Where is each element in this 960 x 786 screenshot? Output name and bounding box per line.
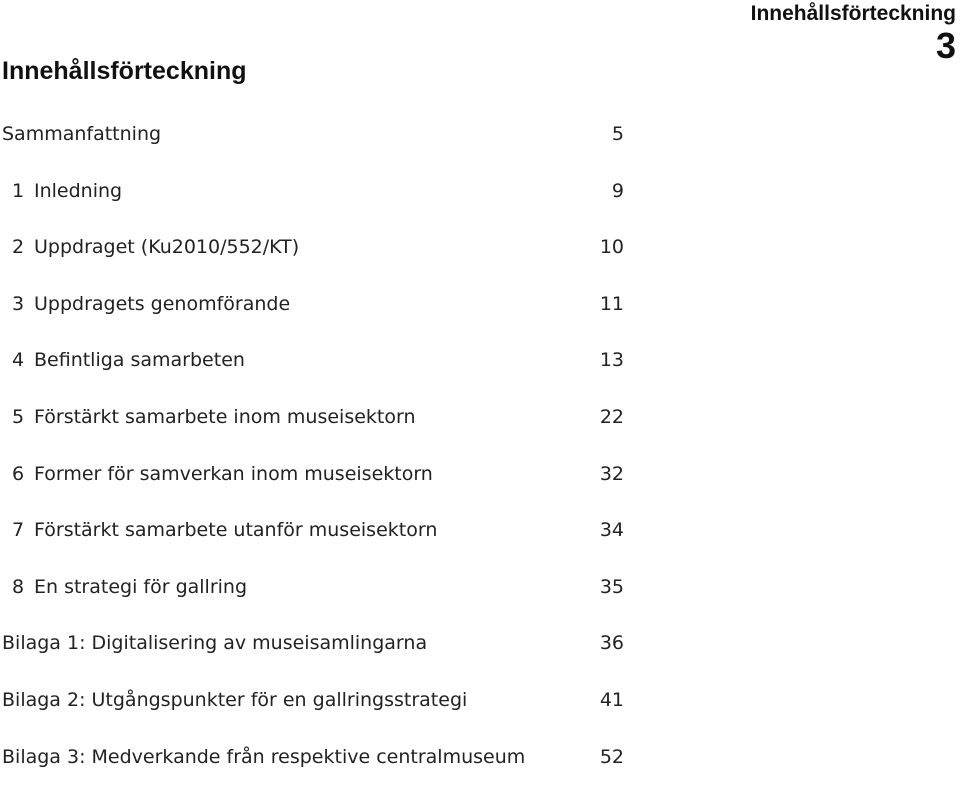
toc-entry[interactable] xyxy=(0,333,640,390)
toc-entry-page: 9 xyxy=(611,179,624,202)
toc-entry-page: 13 xyxy=(599,349,624,372)
toc-entry-title: Inledning xyxy=(34,179,123,202)
toc-entry-text xyxy=(2,689,467,711)
toc-entry[interactable] xyxy=(0,277,640,334)
toc-entry-page: 22 xyxy=(599,405,624,428)
running-title: Innehållsförteckning xyxy=(750,2,956,25)
toc-entry[interactable] xyxy=(0,107,640,164)
toc-entry-page: 10 xyxy=(599,236,624,259)
running-header xyxy=(751,2,956,66)
page-number: 3 xyxy=(935,25,956,66)
toc-entry-text xyxy=(2,576,247,598)
toc-entry-text xyxy=(2,349,245,371)
toc-entry-page: 35 xyxy=(599,575,624,598)
toc-entry-number: 5 xyxy=(12,405,25,428)
toc-entry-number: 1 xyxy=(12,179,25,202)
toc-entry-page: 34 xyxy=(599,519,624,542)
toc-entry[interactable] xyxy=(0,390,640,447)
toc-entry-page: 32 xyxy=(599,462,624,485)
toc-entry[interactable] xyxy=(0,447,640,504)
toc-entry-title: Befintliga samarbeten xyxy=(34,349,245,372)
toc-entry[interactable] xyxy=(0,503,640,560)
toc-entry-text xyxy=(2,406,416,428)
toc-entry-number: 6 xyxy=(12,462,25,485)
toc-list xyxy=(0,107,640,786)
toc-entry-title: Sammanfattning xyxy=(2,123,162,145)
toc-title: Innehållsförteckning xyxy=(2,57,247,85)
toc-entry-page: 5 xyxy=(611,123,624,145)
toc-entry-text xyxy=(2,293,290,315)
toc-entry[interactable] xyxy=(0,220,640,277)
toc-entry-number: 8 xyxy=(12,575,25,598)
toc-entry[interactable] xyxy=(0,730,640,786)
toc-entry-title: Bilaga 1: Digitalisering av museisamlingarna xyxy=(2,632,428,655)
toc-entry-text xyxy=(2,632,427,654)
toc-entry-page: 41 xyxy=(599,688,624,711)
toc-entry-title: Förstärkt samarbete inom museisektorn xyxy=(34,405,416,428)
toc-entry-text xyxy=(2,519,437,541)
toc-entry-text xyxy=(2,123,161,145)
toc-entry[interactable] xyxy=(0,560,640,617)
toc-entry[interactable] xyxy=(0,164,640,221)
toc-entry[interactable] xyxy=(0,673,640,730)
toc-entry-page: 11 xyxy=(599,292,624,315)
toc-entry-number: 7 xyxy=(12,519,25,542)
toc-entry-text xyxy=(2,463,433,485)
toc-entry[interactable] xyxy=(0,616,640,673)
toc-entry-title: Uppdraget (Ku2010/552/KT) xyxy=(34,236,300,259)
toc-entry-title: En strategi för gallring xyxy=(34,575,248,598)
toc-entry-title: Förstärkt samarbete utanför museisektorn xyxy=(34,519,438,542)
toc-entry-title: Uppdragets genomförande xyxy=(34,292,291,315)
toc-entry-page: 36 xyxy=(599,632,624,655)
toc-entry-number: 4 xyxy=(12,349,25,372)
toc-entry-number: 2 xyxy=(12,236,25,259)
toc-entry-text xyxy=(2,746,525,768)
toc-entry-page: 52 xyxy=(599,745,624,768)
toc-entry-title: Bilaga 2: Utgångspunkter för en gallringsstrategi xyxy=(2,688,468,711)
toc-entry-text xyxy=(2,236,299,258)
toc-entry-title: Former för samverkan inom museisektorn xyxy=(34,462,433,485)
toc-entry-text xyxy=(2,180,122,202)
toc-entry-title: Bilaga 3: Medverkande från respektive centralmuseum xyxy=(2,745,526,768)
toc-entry-number: 3 xyxy=(12,292,25,315)
